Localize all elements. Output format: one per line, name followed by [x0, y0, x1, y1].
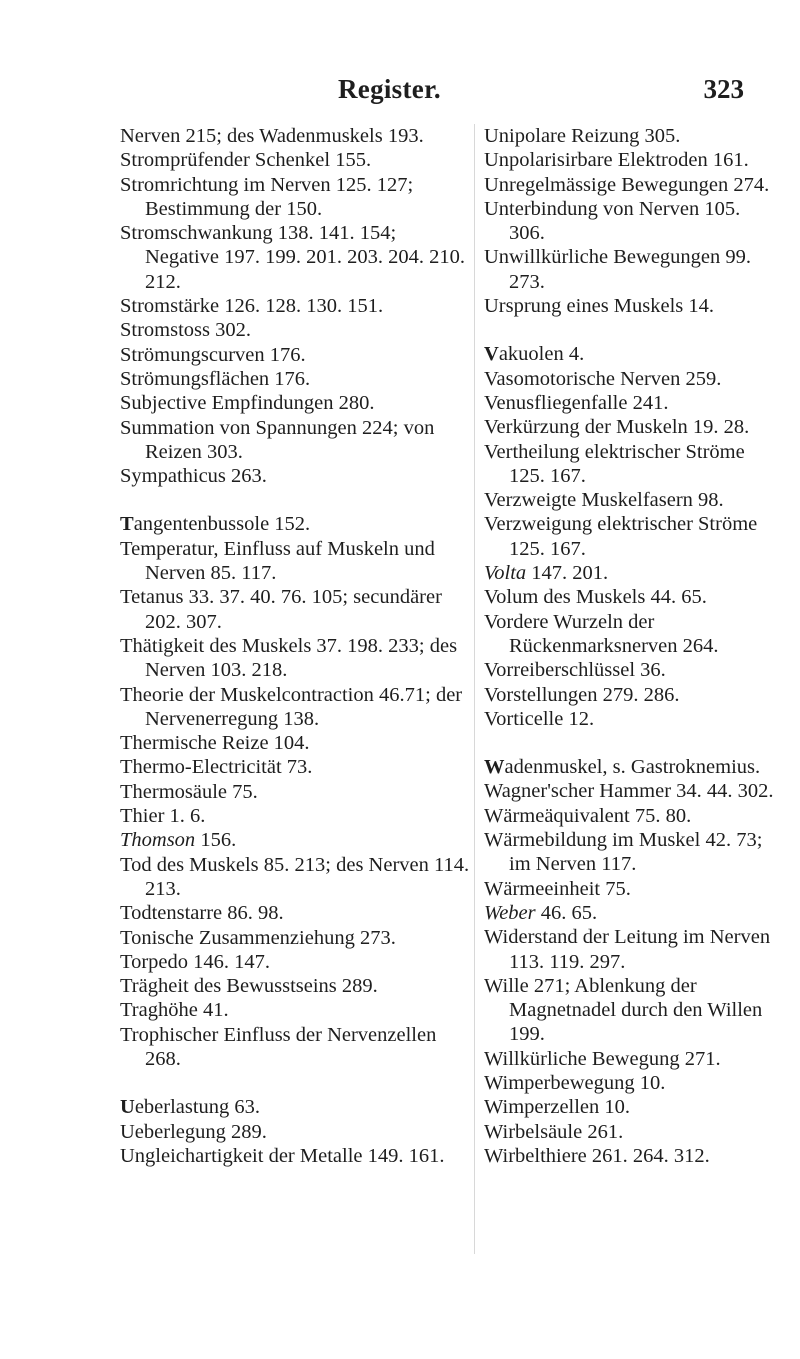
entry-text: Volum des Muskels 44. 65.	[484, 586, 707, 609]
index-entry	[484, 804, 774, 828]
index-entry	[120, 1120, 475, 1144]
index-entry	[484, 610, 774, 659]
index-entry	[484, 197, 774, 246]
index-entry	[484, 148, 774, 172]
entry-text: Thermische Reize 104.	[120, 732, 310, 755]
index-entry	[484, 342, 774, 366]
index-entry	[120, 853, 475, 902]
entry-text: Stromprüfender Schenkel 155.	[120, 149, 372, 172]
index-entry	[120, 221, 475, 294]
entry-text: Torpedo 146. 147.	[120, 950, 271, 973]
entry-text: Vordere Wurzeln der Rückenmarksnerven 264.	[484, 610, 719, 657]
index-entry	[120, 343, 475, 367]
entry-text: Vertheilung elektrischer Ströme 125. 167.	[484, 440, 745, 487]
entry-text: Widerstand der Leitung im Nerven 113. 119. 297.	[484, 926, 771, 973]
entry-text: Ueberlegung 289.	[120, 1120, 267, 1143]
entry-text: Trägheit des Bewusstseins 289.	[120, 975, 378, 998]
entry-text: akuolen 4.	[498, 343, 585, 366]
entry-text: Tonische Zusammenziehung 273.	[120, 926, 396, 949]
index-column-left	[120, 124, 475, 1168]
index-entry	[484, 658, 774, 682]
entry-text: Wärmebildung im Muskel 42. 73; im Nerven 117.	[484, 829, 763, 876]
entry-text: Thätigkeit des Muskels 37. 198. 233; des Nerven 103. 218.	[120, 634, 458, 682]
index-entry	[120, 780, 475, 804]
index-entry	[484, 1047, 774, 1071]
index-entry	[484, 707, 774, 731]
entry-text: Wimperzellen 10.	[484, 1096, 631, 1119]
entry-text: Todtenstarre 86. 98.	[120, 902, 284, 925]
entry-text: Ungleichartigkeit der Metalle 149. 161.	[120, 1144, 445, 1167]
index-entry	[484, 367, 774, 391]
entry-text: eberlastung 63.	[134, 1096, 261, 1119]
entry-text: Unpolarisirbare Elektroden 161.	[484, 149, 749, 172]
entry-text: Wirbelsäule 261.	[484, 1120, 624, 1143]
author-name: Thomson	[120, 829, 196, 852]
index-entry	[120, 950, 475, 974]
entry-text: Vorstellungen 279. 286.	[484, 683, 680, 706]
entry-text: Stromstoss 302.	[120, 319, 251, 342]
page-number: 323	[703, 74, 744, 104]
index-entry	[484, 1071, 774, 1095]
index-entry	[120, 537, 475, 586]
index-entry	[120, 294, 475, 318]
index-entry	[484, 415, 774, 439]
index-entry	[120, 926, 475, 950]
index-entry	[484, 391, 774, 415]
index-entry	[120, 124, 475, 148]
column-divider	[474, 124, 475, 1254]
index-entry	[484, 245, 774, 294]
index-entry	[484, 173, 774, 197]
entry-text: Verkürzung der Muskeln 19. 28.	[484, 416, 750, 439]
entry-text: angentenbussole 152.	[133, 513, 311, 536]
index-entry	[120, 1144, 475, 1168]
entry-text: Thermosäule 75.	[120, 780, 258, 803]
index-entry	[484, 440, 774, 489]
index-entry	[120, 464, 475, 488]
index-entry	[120, 585, 475, 634]
entry-text: Verzweigung elektrischer Ströme 125. 167.	[484, 513, 758, 560]
index-entry	[484, 683, 774, 707]
entry-text: Unipolare Reizung 305.	[484, 125, 681, 147]
entry-text: Summation von Spannungen 224; von Reizen 303.	[120, 416, 435, 463]
index-entry	[120, 148, 475, 172]
index-entry	[120, 683, 475, 732]
index-entry	[484, 124, 774, 148]
entry-text: Thermo-Electricität 73.	[120, 756, 313, 779]
entry-text: 147. 201.	[526, 562, 609, 585]
index-entry	[120, 1023, 475, 1072]
page-header	[0, 74, 800, 114]
entry-text: Traghöhe 41.	[120, 999, 229, 1022]
index-entry	[120, 755, 475, 779]
index-entry	[484, 1144, 774, 1168]
entry-text: Vasomotorische Nerven 259.	[484, 367, 722, 390]
entry-text: Wagner'scher Hammer 34. 44. 302.	[484, 780, 774, 803]
index-entry	[120, 804, 475, 828]
entry-text: Tetanus 33. 37. 40. 76. 105; secundärer 202. 307.	[120, 586, 442, 633]
entry-text: Stromschwankung 138. 141. 154; Negative 197. 199. 201. 203. 204. 210. 212.	[120, 222, 465, 293]
section-initial: T	[120, 513, 134, 536]
index-entry	[484, 901, 774, 925]
entry-text: Nerven 215; des Wadenmuskels 193.	[120, 125, 424, 147]
index-entry	[120, 828, 475, 852]
index-entry	[484, 294, 774, 318]
entry-text: Temperatur, Einfluss auf Muskeln und Nerven 85. 117.	[120, 537, 435, 585]
entry-text: Willkürliche Bewegung 271.	[484, 1047, 721, 1070]
index-entry	[120, 391, 475, 415]
index-entry	[484, 585, 774, 609]
entry-text: Sympathicus 263.	[120, 465, 267, 488]
entry-text: Thier 1. 6.	[120, 805, 206, 828]
running-title: Register.	[338, 74, 441, 104]
index-entry	[484, 512, 774, 561]
entry-text: Unterbindung von Nerven 105. 306.	[484, 197, 741, 245]
index-entry	[120, 318, 475, 342]
index-column-right	[484, 124, 774, 1168]
entry-text: Strömungsflächen 176.	[120, 367, 311, 390]
author-name: Volta	[484, 562, 527, 585]
entry-text: Tod des Muskels 85. 213; des Nerven 114. 213.	[120, 853, 470, 900]
entry-text: Trophischer Einfluss der Nervenzellen 268.	[120, 1023, 437, 1070]
index-entry	[484, 1095, 774, 1119]
entry-text: Unwillkürliche Bewegungen 99. 273.	[484, 246, 752, 293]
section-initial: U	[120, 1096, 135, 1119]
index-entry	[484, 925, 774, 974]
index-entry	[484, 1120, 774, 1144]
section-initial: W	[484, 756, 505, 779]
index-entry	[120, 901, 475, 925]
index-entry	[484, 755, 774, 779]
index-entry	[120, 634, 475, 683]
index-entry	[484, 974, 774, 1047]
entry-text: Unregelmässige Bewegungen 274.	[484, 173, 770, 196]
section-initial: V	[484, 343, 499, 366]
index-entry	[120, 1095, 475, 1119]
index-entry	[484, 877, 774, 901]
entry-text: Ursprung eines Muskels 14.	[484, 295, 715, 318]
author-name: Weber	[484, 901, 536, 924]
entry-text: Wille 271; Ablenkung der Magnetnadel durch den Willen 199.	[484, 974, 763, 1046]
index-entry	[120, 512, 475, 536]
index-entry	[484, 561, 774, 585]
entry-text: Stromstärke 126. 128. 130. 151.	[120, 295, 384, 318]
index-entry	[120, 367, 475, 391]
entry-text: Strömungscurven 176.	[120, 343, 306, 366]
index-entry	[484, 488, 774, 512]
entry-text: 156.	[195, 829, 237, 852]
entry-text: Vorticelle 12.	[484, 707, 595, 730]
index-entry	[120, 731, 475, 755]
entry-text: adenmuskel, s. Gastroknemius.	[504, 756, 761, 779]
entry-text: Stromrichtung im Nerven 125. 127; Bestimmung der 150.	[120, 173, 414, 220]
entry-text: Wimperbewegung 10.	[484, 1071, 666, 1094]
entry-text: Wärmeäquivalent 75. 80.	[484, 804, 692, 827]
entry-text: 46. 65.	[535, 901, 598, 924]
index-entry	[120, 974, 475, 998]
index-entry	[120, 173, 475, 222]
index-entry	[484, 828, 774, 877]
entry-text: Verzweigte Muskelfasern 98.	[484, 489, 724, 512]
index-entry	[484, 779, 774, 803]
entry-text: Vorreiberschlüssel 36.	[484, 659, 666, 682]
index-entry	[120, 416, 475, 465]
entry-text: Wirbelthiere 261. 264. 312.	[484, 1144, 710, 1167]
entry-text: Subjective Empfindungen 280.	[120, 392, 375, 415]
entry-text: Wärmeeinheit 75.	[484, 877, 631, 900]
entry-text: Venusfliegenfalle 241.	[484, 391, 669, 414]
entry-text: Theorie der Muskelcontraction 46.71; der Nervenerregung 138.	[120, 683, 463, 730]
index-entry	[120, 998, 475, 1022]
